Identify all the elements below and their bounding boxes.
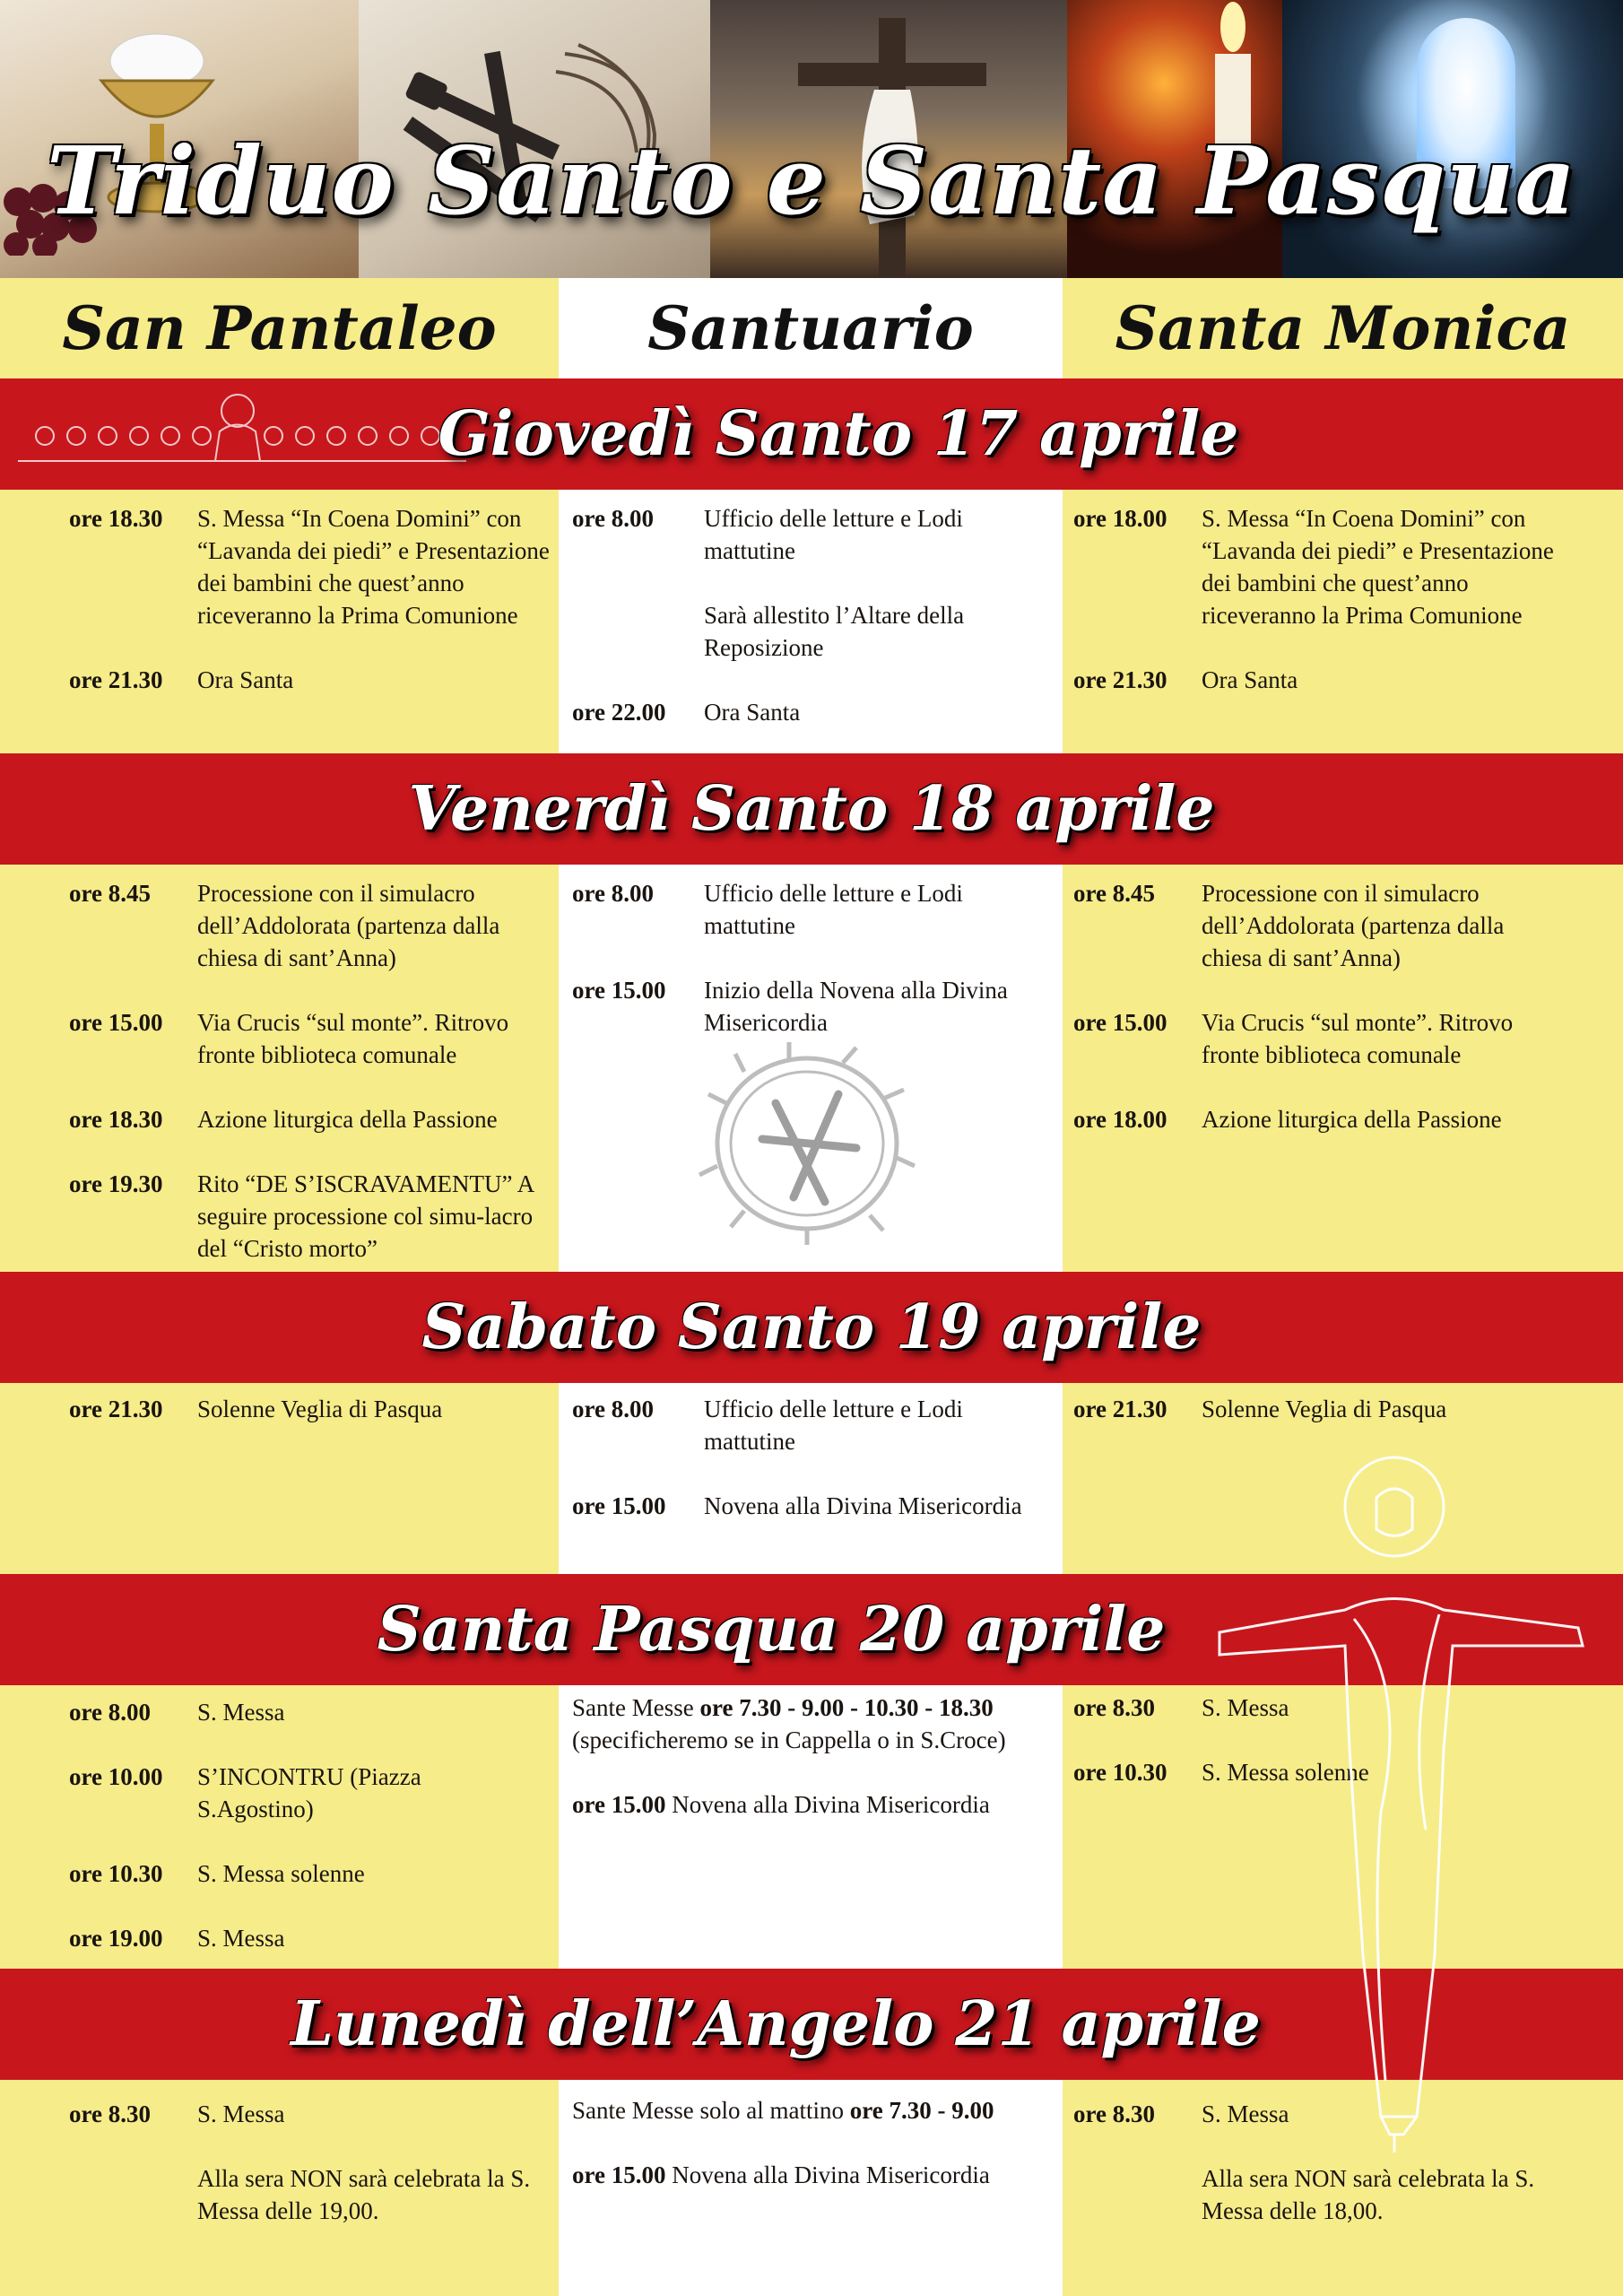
list-item	[69, 502, 553, 631]
page-title: Triduo Santo e Santa Pasqua	[47, 126, 1576, 236]
entry-time: ore 8.45	[1073, 880, 1155, 907]
day-title-lunedi: Lunedì dell’Angelo 21 aprile	[291, 1988, 1261, 2060]
sabato-san-pantaleo	[69, 1393, 553, 1457]
list-item	[1073, 1006, 1562, 1071]
entry-time: ore 8.00	[572, 880, 654, 907]
entry-text: Azione liturgica della Passione	[1202, 1106, 1502, 1133]
entry-text: Solenne Veglia di Pasqua	[1202, 1396, 1447, 1422]
entry-time: ore 8.30	[69, 2100, 151, 2127]
list-item	[1073, 664, 1562, 696]
entry-text: Solenne Veglia di Pasqua	[197, 1396, 443, 1422]
entry-text: S. Messa	[197, 1925, 285, 1952]
entry-time: ore 19.00	[69, 1925, 163, 1952]
entry-time: ore 15.00	[572, 2161, 666, 2188]
entry-text: S. Messa	[197, 1699, 285, 1726]
entry-text: Processione con il simulacro dell’Addolorata (partenza dalla chiesa di sant’Anna)	[1202, 880, 1505, 971]
entry-text: Novena alla Divina Misericordia	[704, 1492, 1022, 1519]
giovedi-santa-monica	[1073, 502, 1562, 728]
day-title-venerdi: Venerdì Santo 18 aprile	[408, 773, 1215, 845]
entry-text: Rito “DE S’ISCRAVAMENTU” A seguire processione col simu-lacro del “Cristo morto”	[197, 1170, 534, 1262]
giovedi-santuario	[572, 502, 1056, 761]
masses-label: Sante Messe	[572, 1694, 700, 1721]
list-item	[69, 1006, 553, 1071]
masses-label: Sante Messe solo al mattino	[572, 2097, 850, 2124]
list-item	[572, 1490, 1056, 1522]
masses-note: (specificheremo se in Cappella o in S.Croce)	[572, 1726, 1006, 1753]
entry-time: ore 10.00	[69, 1763, 163, 1790]
entry-time: ore 10.30	[69, 1860, 163, 1887]
entry-time: ore 15.00	[572, 1791, 666, 1818]
day-title-sabato: Sabato Santo 19 aprile	[421, 1292, 1202, 1363]
day-title-giovedi: Giovedì Santo 17 aprile	[438, 398, 1239, 470]
entry-time: ore 18.00	[1073, 505, 1167, 532]
entry-time: ore 15.00	[1073, 1009, 1167, 1036]
entry-time: ore 21.30	[69, 1396, 163, 1422]
entry-text: Alla sera NON sarà celebrata la S. Messa delle 19,00.	[197, 2165, 531, 2224]
entry-text: Via Crucis “sul monte”. Ritrovo fronte biblioteca comunale	[1202, 1009, 1514, 1068]
entry-text: S. Messa “In Coena Domini” con “Lavanda dei piedi” e Presentazione dei bambini che quest’anno riceveranno la Prima Comunione	[1202, 505, 1554, 629]
entry-text: S. Messa	[1202, 1694, 1289, 1721]
list-item	[572, 974, 1056, 1039]
entry-time: ore 8.00	[572, 505, 654, 532]
list-item	[572, 696, 1056, 728]
list-item	[572, 1393, 1056, 1457]
list-item	[572, 1692, 1056, 1756]
entry-text: S. Messa	[197, 2100, 285, 2127]
list-item	[69, 1393, 553, 1425]
venerdi-san-pantaleo	[69, 877, 553, 1297]
entry-text: Ufficio delle letture e Lodi mattutine	[704, 880, 963, 939]
masses-times: ore 7.30 - 9.00 - 10.30 - 18.30	[699, 1694, 994, 1721]
list-item	[572, 2094, 1056, 2126]
entry-text: S. Messa “In Coena Domini” con “Lavanda dei piedi” e Presentazione dei bambini che quest’anno riceveranno la Prima Comunione	[197, 505, 550, 629]
entry-time: ore 8.00	[572, 1396, 654, 1422]
day-title-pasqua: Santa Pasqua 20 aprile	[377, 1594, 1166, 1665]
list-item	[572, 877, 1056, 942]
lunedi-santa-monica	[1073, 2098, 1562, 2259]
pasqua-santuario	[572, 1692, 1056, 1853]
entry-text: S. Messa solenne	[197, 1860, 365, 1887]
day-bar-venerdi	[0, 753, 1623, 865]
list-item	[69, 877, 553, 974]
entry-time: ore 18.30	[69, 1106, 163, 1133]
list-item	[572, 2159, 1056, 2191]
entry-text: S’INCONTRU (Piazza S.Agostino)	[197, 1763, 421, 1822]
entry-time: ore 21.30	[1073, 1396, 1167, 1422]
pasqua-san-pantaleo	[69, 1696, 553, 1987]
crown-of-thorns-icon	[690, 1040, 924, 1247]
venerdi-santa-monica	[1073, 877, 1562, 1168]
entry-text: Ufficio delle letture e Lodi mattutine	[704, 1396, 963, 1455]
entry-text: Ufficio delle letture e Lodi mattutine	[704, 505, 963, 564]
entry-time: ore 21.30	[1073, 666, 1167, 693]
entry-time: ore 8.45	[69, 880, 151, 907]
list-item	[69, 1103, 553, 1135]
entry-time: ore 15.00	[572, 977, 666, 1004]
day-bar-giovedi	[0, 378, 1623, 490]
list-item	[1073, 502, 1562, 631]
header-banner	[0, 0, 1623, 278]
entry-text: Processione con il simulacro dell’Addolorata (partenza dalla chiesa di sant’Anna)	[197, 880, 500, 971]
entry-time: ore 15.00	[572, 1492, 666, 1519]
list-item	[69, 1168, 553, 1265]
entry-time: ore 8.30	[1073, 1694, 1155, 1721]
entry-text: Ora Santa	[197, 666, 294, 693]
column-heading-santa-monica: Santa Monica	[1115, 293, 1571, 363]
sabato-santuario	[572, 1393, 1056, 1554]
entry-time: ore 18.30	[69, 505, 163, 532]
list-item	[1073, 2098, 1562, 2227]
giovedi-san-pantaleo	[69, 502, 553, 728]
list-item	[1073, 1393, 1562, 1425]
entry-time: ore 21.30	[69, 666, 163, 693]
entry-text: Novena alla Divina Misericordia	[665, 2161, 990, 2188]
sabato-santa-monica	[1073, 1393, 1562, 1457]
entry-time: ore 8.00	[69, 1699, 151, 1726]
entry-time: ore 10.30	[1073, 1759, 1167, 1786]
list-item	[69, 1857, 553, 1890]
entry-text: Ora Santa	[1202, 666, 1298, 693]
list-item	[69, 1922, 553, 1954]
entry-text: S. Messa	[1202, 2100, 1289, 2127]
entry-time: ore 15.00	[69, 1009, 163, 1036]
lunedi-san-pantaleo	[69, 2098, 553, 2259]
entry-time: ore 8.30	[1073, 2100, 1155, 2127]
entry-text: Via Crucis “sul monte”. Ritrovo fronte biblioteca comunale	[197, 1009, 509, 1068]
list-item	[572, 502, 1056, 664]
entry-time: ore 18.00	[1073, 1106, 1167, 1133]
entry-text: Inizio della Novena alla Divina Misericordia	[704, 977, 1008, 1036]
list-item	[1073, 1103, 1562, 1135]
entry-time: ore 19.30	[69, 1170, 163, 1197]
risen-christ-icon	[1202, 1453, 1596, 2152]
entry-text: Azione liturgica della Passione	[197, 1106, 498, 1133]
list-item	[572, 1788, 1056, 1821]
lunedi-santuario	[572, 2094, 1056, 2223]
entry-text: Sarà allestito l’Altare della Reposizione	[704, 602, 965, 661]
column-heading-san-pantaleo: San Pantaleo	[62, 293, 497, 363]
list-item	[69, 664, 553, 696]
list-item	[69, 2098, 553, 2227]
day-bar-sabato	[0, 1272, 1623, 1383]
entry-text: Novena alla Divina Misericordia	[665, 1791, 990, 1818]
entry-text: S. Messa solenne	[1202, 1759, 1369, 1786]
entry-text: Alla sera NON sarà celebrata la S. Messa delle 18,00.	[1202, 2165, 1535, 2224]
entry-time: ore 22.00	[572, 699, 666, 726]
list-item	[69, 1761, 553, 1825]
masses-times: ore 7.30 - 9.00	[849, 2097, 994, 2124]
column-heading-santuario: Santuario	[647, 293, 974, 363]
list-item	[69, 1696, 553, 1728]
list-item	[1073, 877, 1562, 974]
entry-text: Ora Santa	[704, 699, 801, 726]
